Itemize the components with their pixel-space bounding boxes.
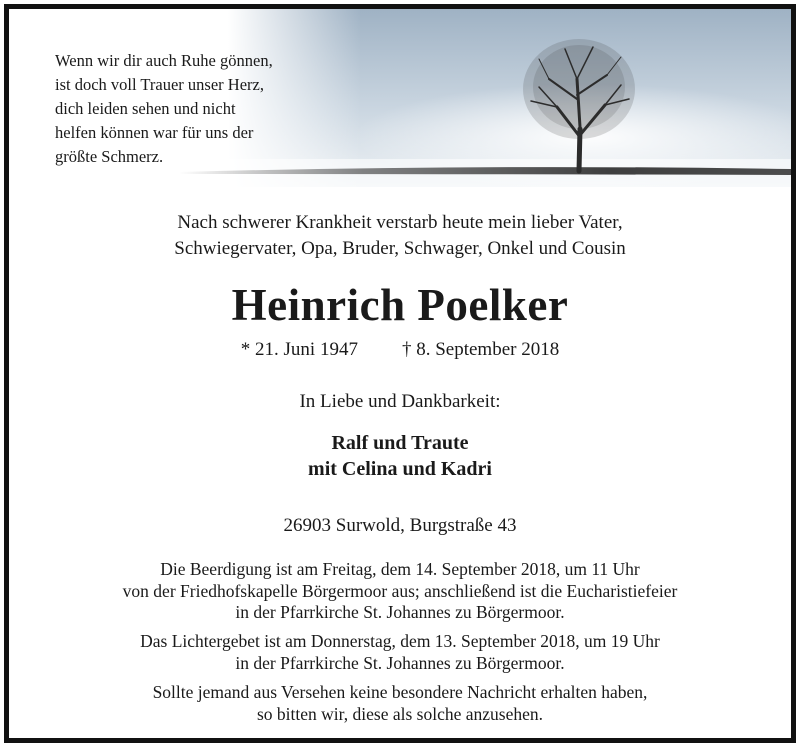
intro-text: [9, 210, 791, 262]
family-names: [9, 430, 791, 482]
intro-line: Schwiegervater, Opa, Bruder, Schwager, Onkel und Cousin: [174, 238, 626, 259]
birth-date: * 21. Juni 1947: [240, 339, 358, 360]
family-line: Ralf und Traute: [331, 432, 469, 454]
prayer-line: Das Lichtergebet ist am Donnerstag, dem 13. September 2018, um 19 Uhr: [140, 631, 660, 651]
funeral-line: von der Friedhofskapelle Börgermoor aus; anschließend ist die Eucharistiefeier: [122, 580, 678, 601]
poem-line: Wenn wir dir auch Ruhe gönnen,: [55, 51, 273, 70]
notice-info: [9, 682, 791, 725]
life-dates: [9, 339, 791, 361]
funeral-line: in der Pfarrkirche St. Johannes zu Börgermoor.: [235, 602, 565, 622]
poem-line: ist doch voll Trauer unser Herz,: [55, 75, 264, 94]
funeral-info: [9, 559, 791, 624]
notice-line: so bitten wir, diese als solche anzusehen.: [256, 703, 544, 724]
deceased-name: Heinrich Poelker: [231, 280, 569, 330]
funeral-line: Die Beerdigung ist am Freitag, dem 14. September 2018, um 11 Uhr: [160, 559, 640, 579]
prayer-line: in der Pfarrkirche St. Johannes zu Börgermoor.: [235, 652, 565, 673]
address: 26903 Surwold, Burgstraße 43: [283, 515, 517, 536]
notice-line: Sollte jemand aus Versehen keine besondere Nachricht erhalten haben,: [152, 682, 648, 702]
poem-line: dich leiden sehen und nicht: [55, 99, 236, 118]
intro-line: Nach schwerer Krankheit verstarb heute mein lieber Vater,: [177, 212, 623, 233]
poem-line: helfen können war für uns der: [55, 123, 254, 142]
family-line: mit Celina und Kadri: [308, 458, 492, 480]
obituary-frame: [4, 4, 796, 743]
memorial-poem: [55, 49, 273, 169]
prayer-info: [9, 631, 791, 674]
death-date: † 8. September 2018: [401, 339, 560, 360]
dedication-text: In Liebe und Dankbarkeit:: [299, 391, 501, 412]
poem-line: größte Schmerz.: [55, 147, 164, 166]
